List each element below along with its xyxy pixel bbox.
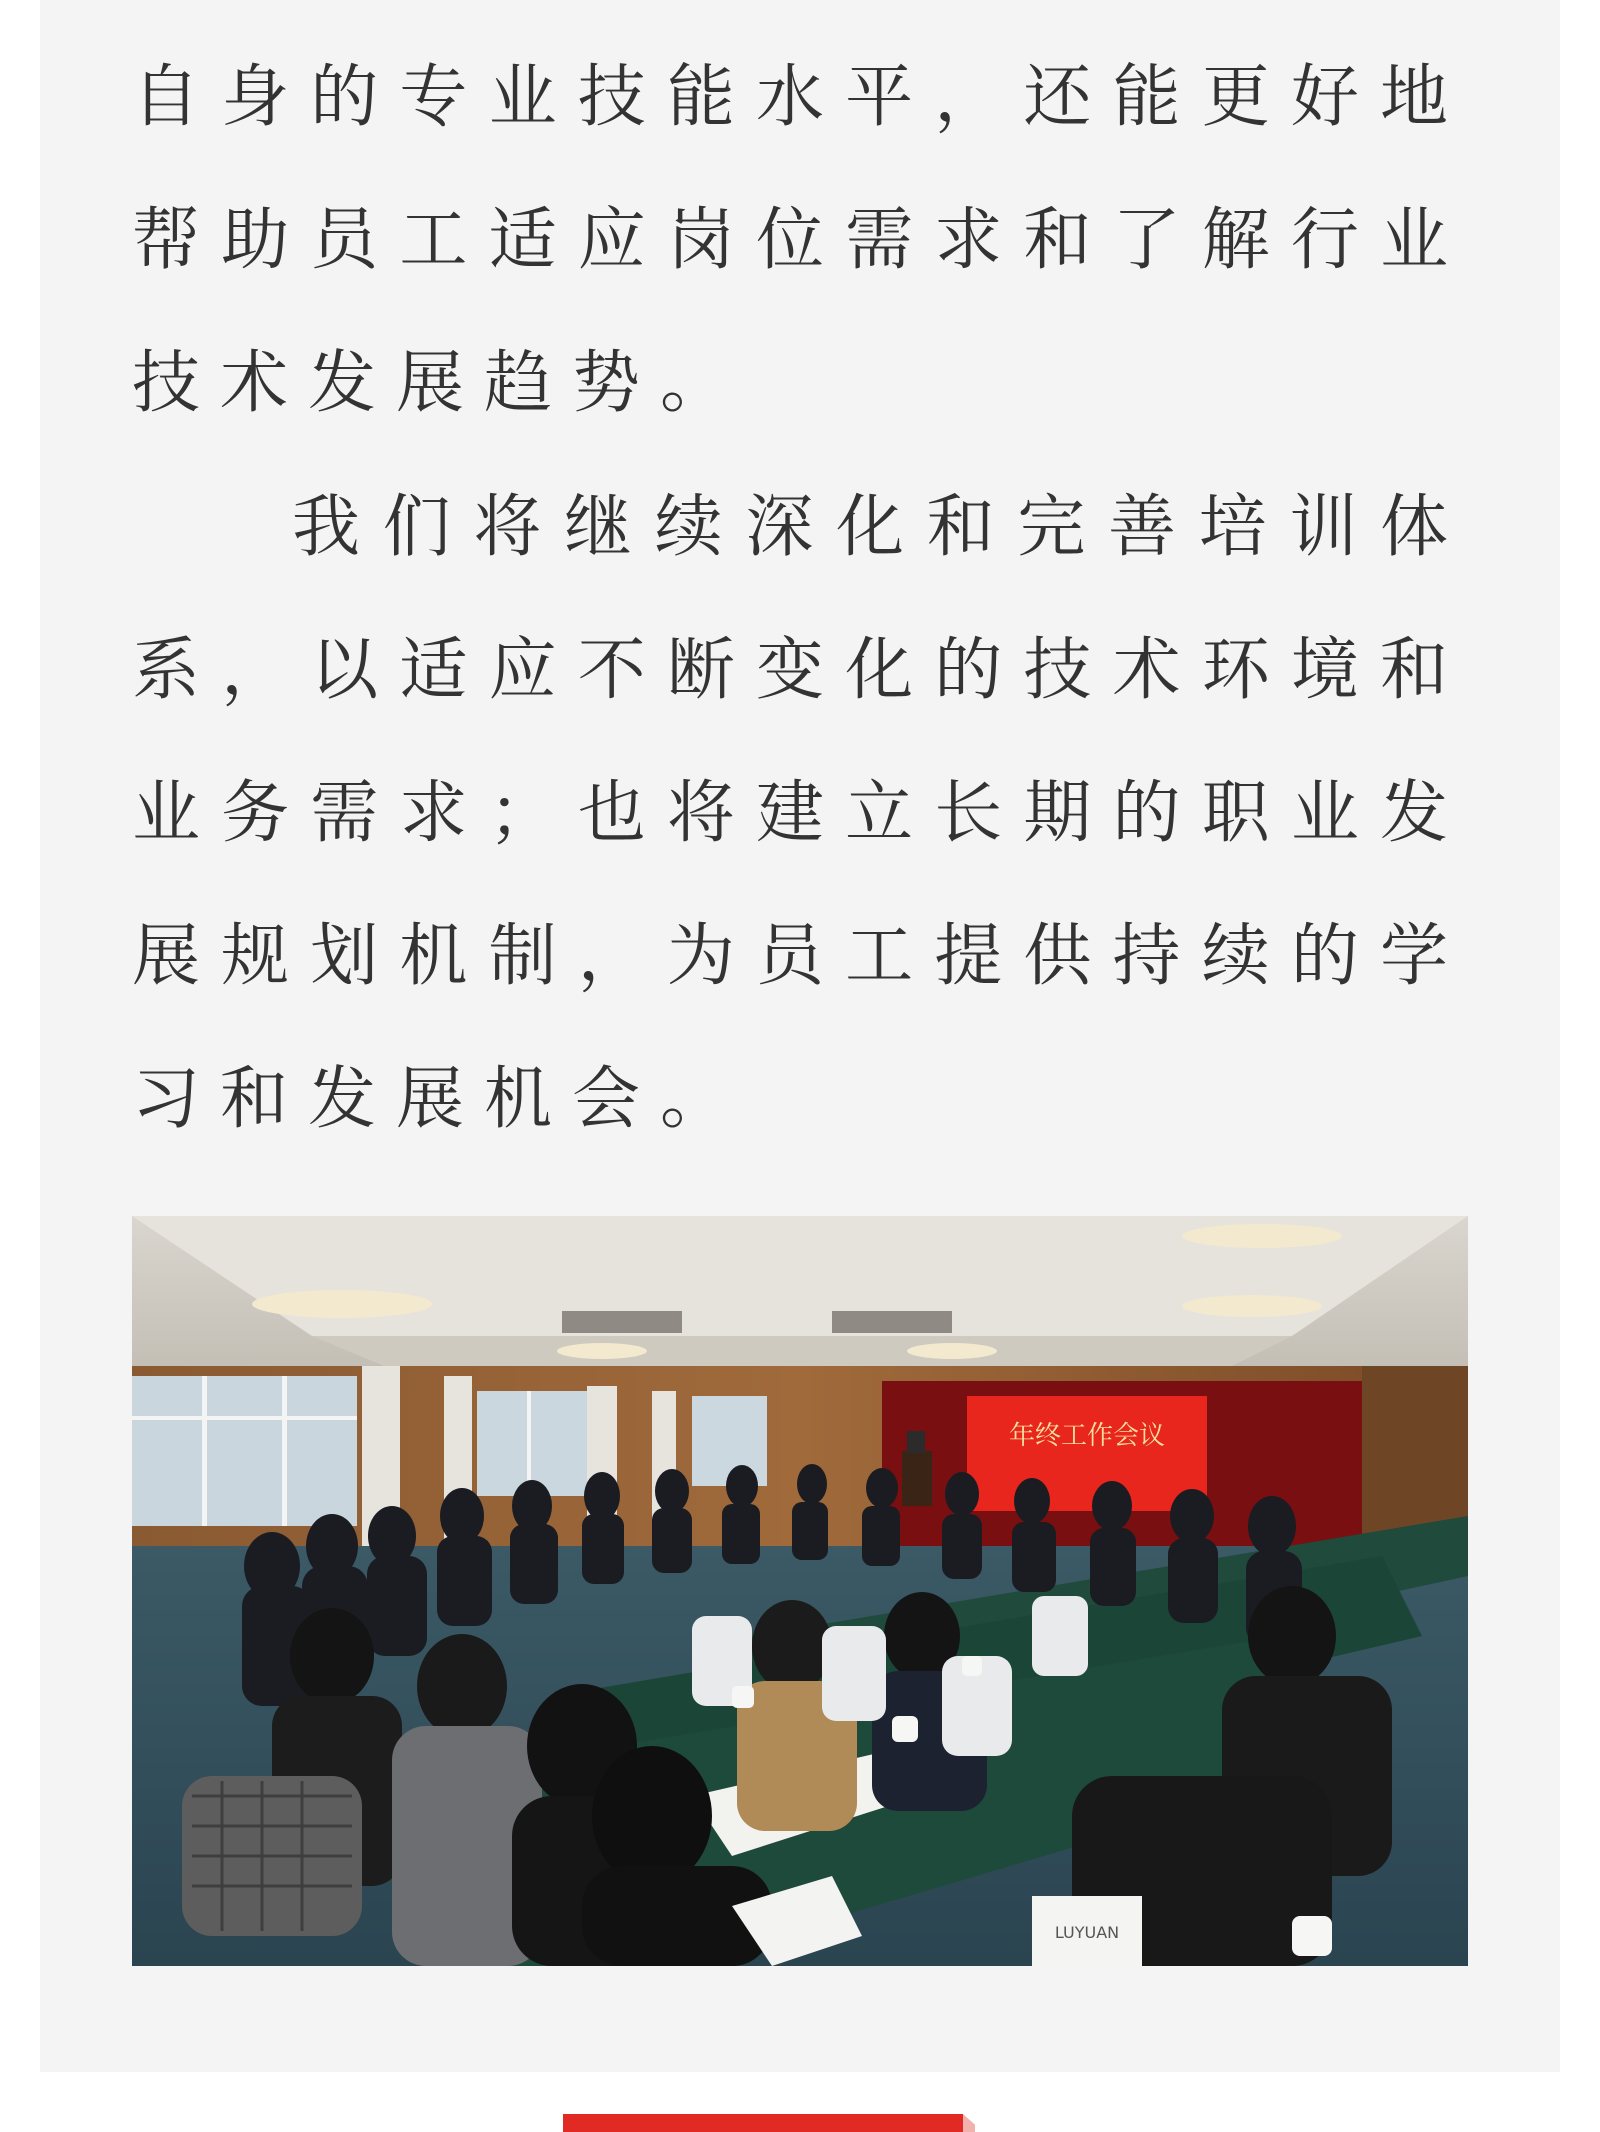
- article-paragraph-1: 自身的专业技能水平，还能更好地帮助员工适应岗位需求和了解行业技术发展趋势。: [132, 58, 1468, 423]
- banner-text: 年终工作会议: [1008, 1421, 1166, 1451]
- section-tab-corner: [963, 2114, 975, 2132]
- article-card: [40, 0, 1560, 2072]
- logo-text: LUYUAN: [1054, 1923, 1120, 1942]
- article-paragraph-2: 我们将继续深化和完善培训体系，以适应不断变化的技术环境和业务需求；也将建立长期的职业发展规划机制，为员工提供持续的学习和发展机会。: [132, 488, 1468, 1139]
- meeting-photo: [132, 1216, 1468, 1966]
- section-tab: [563, 2114, 963, 2132]
